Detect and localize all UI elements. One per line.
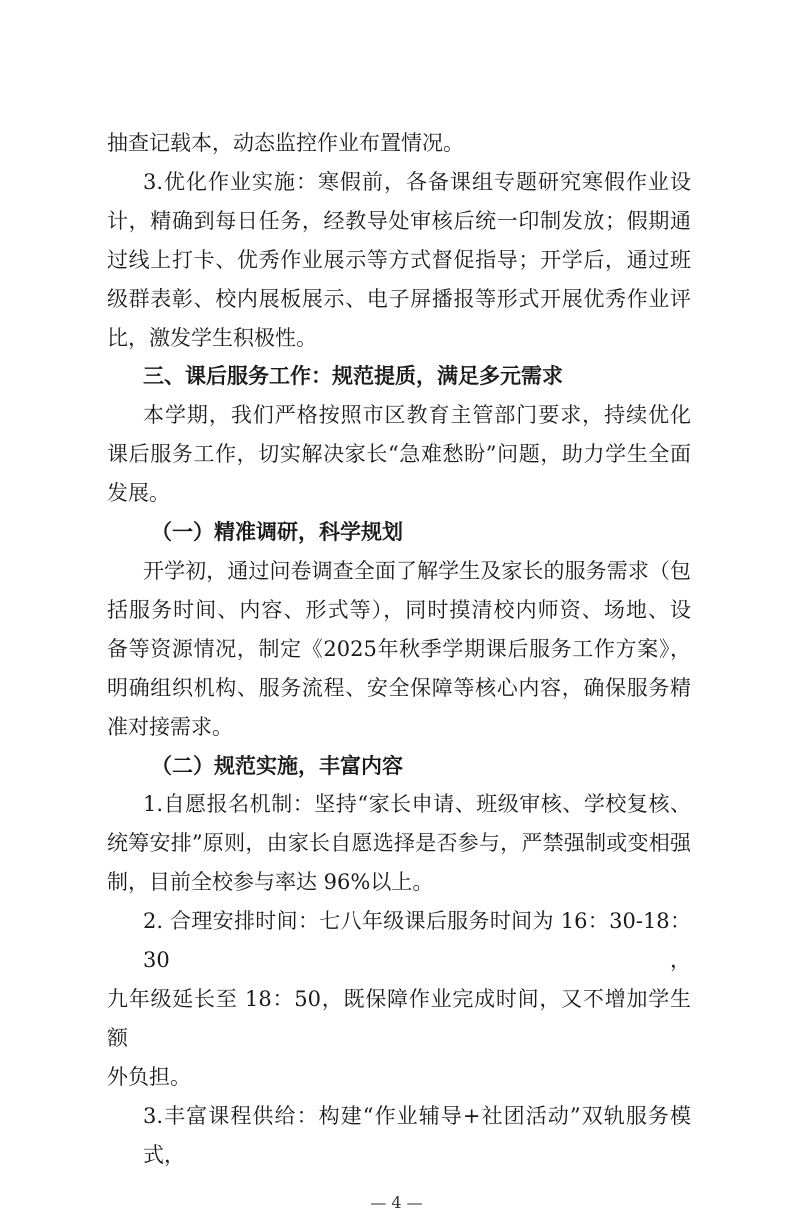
- paragraph-line: 开学初，通过问卷调查全面了解学生及家长的服务需求（包: [143, 558, 691, 583]
- paragraph-line: 过线上打卡、优秀作业展示等方式督促指导；开学后，通过班: [107, 247, 691, 272]
- paragraph-line: 级群表彰、校内展板展示、电子屏播报等形式开展优秀作业评: [107, 286, 691, 311]
- paragraph-line: 3.丰富课程供给：构建“作业辅导+社团活动”双轨服务模式，: [143, 1103, 691, 1167]
- paragraph-line: 备等资源情况，制定《2025年秋季学期课后服务工作方案》，: [107, 636, 691, 661]
- paragraph-line: 课后服务工作，切实解决家长“急难愁盼”问题，助力学生全面: [107, 442, 691, 467]
- paragraph-line: 计，精确到每日任务，经教导处审核后统一印制发放；假期通: [107, 208, 691, 233]
- section-heading: 三、课后服务工作：规范提质，满足多元需求: [143, 363, 563, 389]
- paragraph-line: 比，激发学生积极性。: [107, 325, 317, 350]
- paragraph-line: 准对接需求。: [107, 714, 233, 739]
- page-number: — 4 —: [370, 1193, 423, 1213]
- paragraph-line: 统筹安排”原则，由家长自愿选择是否参与，严禁强制或变相强: [107, 831, 691, 856]
- paragraph-line: 括服务时间、内容、形式等），同时摸清校内师资、场地、设: [107, 597, 691, 622]
- paragraph-line: 本学期，我们严格按照市区教育主管部门要求，持续优化: [143, 403, 691, 428]
- subsection-heading: （一）精准调研，科学规划: [151, 519, 403, 545]
- paragraph-line: 制，目前全校参与率达 96%以上。: [107, 870, 434, 895]
- subsection-heading: （二）规范实施，丰富内容: [151, 752, 403, 778]
- paragraph-line: 2. 合理安排时间：七八年级课后服务时间为 16：30-18：30，: [143, 909, 691, 973]
- document-body: [107, 0, 691, 1174]
- paragraph-line: 外负担。: [107, 1064, 191, 1089]
- paragraph-line: 3.优化作业实施：寒假前，各备课组专题研究寒假作业设: [143, 169, 691, 194]
- paragraph-line: 明确组织机构、服务流程、安全保障等核心内容，确保服务精: [107, 675, 691, 700]
- paragraph-line: 九年级延长至 18：50，既保障作业完成时间，又不增加学生额: [107, 986, 691, 1050]
- paragraph-line: 抽查记载本，动态监控作业布置情况。: [107, 131, 464, 155]
- paragraph-line: 1.自愿报名机制：坚持“家长申请、班级审核、学校复核、: [143, 792, 691, 817]
- paragraph-line: 发展。: [107, 481, 170, 506]
